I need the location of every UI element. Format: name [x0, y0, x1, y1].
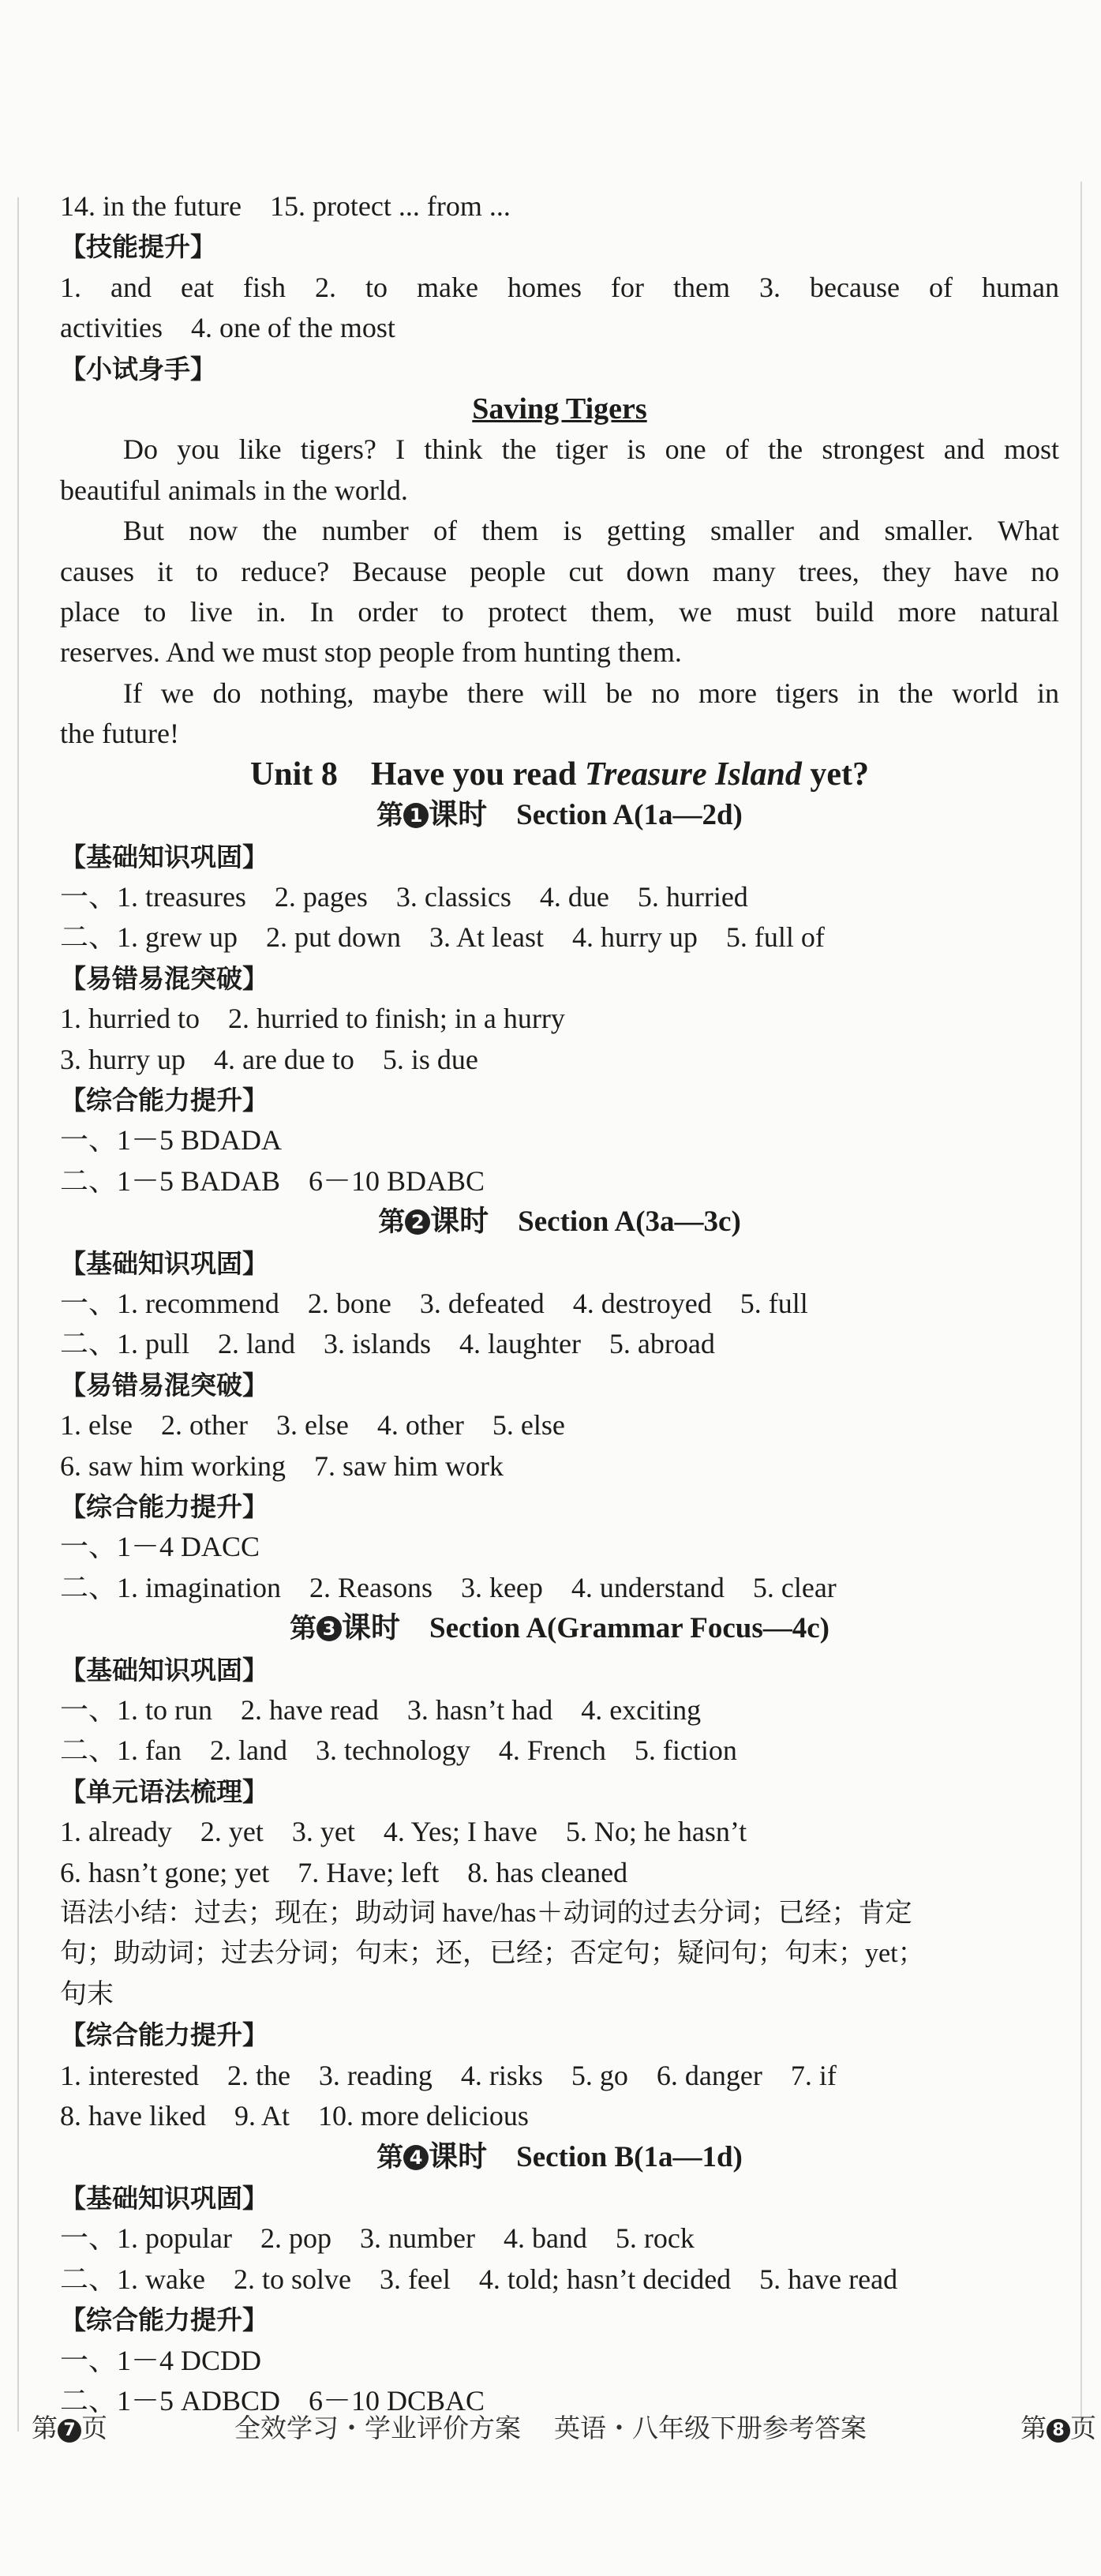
grammar-summary-line: 句；助动词；过去分词；句末；还，已经；否定句；疑问句；句末；yet；	[60, 1939, 925, 1969]
answer-line: 一、1. to run 2. have read 3. hasn’t had 4. exciting	[60, 1694, 702, 1727]
lesson-number-badge: 2	[405, 1209, 430, 1235]
lesson-label: 课时 Section A(3a—3c)	[430, 1206, 741, 1239]
lesson-heading	[60, 2137, 1059, 2178]
answer-page	[60, 186, 1059, 2421]
answer-line: 二、1－5 BADAB 6－10 BDABC	[60, 1164, 485, 1197]
lesson-heading	[60, 795, 1059, 836]
unit-title-suffix: yet?	[801, 756, 870, 793]
section-heading: 【小试身手】	[60, 353, 216, 384]
essay-line: the future!	[60, 718, 179, 750]
grammar-summary-line: 句末	[60, 1979, 114, 2009]
page-left-edge	[17, 197, 19, 2432]
answer-line: 8. have liked 9. At 10. more delicious	[60, 2100, 529, 2132]
lesson-number-badge: 4	[403, 2145, 429, 2170]
lesson-prefix: 第	[378, 1206, 406, 1239]
answer-line: 二、1. fan 2. land 3. technology 4. French 5. fiction	[60, 1734, 737, 1767]
essay-line: If we do nothing, maybe there will be no more tigers in the world in	[123, 677, 1059, 709]
essay-line: place to live in. In order to protect them, we must build more natural	[60, 596, 1059, 628]
lesson-number-badge: 1	[403, 803, 429, 828]
answer-line: 二、1. pull 2. land 3. islands 4. laughter 5. abroad	[60, 1328, 715, 1360]
answer-line: 1. hurried to 2. hurried to finish; in a hurry	[60, 1003, 565, 1035]
essay-line: causes it to reduce? Because people cut down many trees, they have no	[60, 555, 1059, 587]
answer-line: 一、1. popular 2. pop 3. number 4. band 5. rock	[60, 2222, 695, 2255]
lesson-label: 课时 Section A(1a—2d)	[429, 799, 743, 832]
lesson-prefix: 第	[290, 1613, 317, 1645]
essay-title: Saving Tigers	[472, 392, 647, 426]
page-number-right	[1020, 2408, 1096, 2445]
section-heading: 【单元语法梳理】	[60, 1775, 268, 1807]
answer-line: 1. else 2. other 3. else 4. other 5. else	[60, 1409, 565, 1442]
section-heading: 【技能提升】	[60, 231, 216, 263]
page-number-badge: 7	[58, 2419, 81, 2443]
lesson-heading	[60, 1202, 1059, 1243]
unit-title	[60, 755, 1059, 795]
page-right-edge	[1080, 182, 1082, 2432]
lesson-number-badge: 3	[316, 1616, 342, 1641]
answer-line: 1. interested 2. the 3. reading 4. risks 5. go 6. danger 7. if	[60, 2059, 837, 2091]
page-footer	[0, 2408, 1101, 2471]
essay-title-row	[60, 389, 1059, 429]
answer-line: 二、1. imagination 2. Reasons 3. keep 4. understand 5. clear	[60, 1571, 837, 1603]
answer-line: 一、1－4 DACC	[60, 1531, 260, 1563]
footer-title: 全效学习・学业评价方案 英语・八年级下册参考答案	[234, 2413, 867, 2443]
answer-line: 1. already 2. yet 3. yet 4. Yes; I have 5. No; he hasn’t	[60, 1816, 747, 1848]
page-number-badge: 8	[1047, 2419, 1070, 2443]
section-heading: 【综合能力提升】	[60, 2019, 268, 2051]
answer-line: 二、1. grew up 2. put down 3. At least 4. hurry up 5. full of	[60, 921, 825, 954]
answer-line: 1. and eat fish 2. to make homes for them 3. because of human	[60, 271, 1059, 303]
answer-line: 6. saw him working 7. saw him work	[60, 1449, 504, 1482]
section-heading: 【基础知识巩固】	[60, 2182, 268, 2214]
grammar-summary-line: 语法小结：过去；现在；助动词 have/has＋动词的过去分词；已经；肯定	[60, 1899, 912, 1929]
section-heading: 【易错易混突破】	[60, 1369, 268, 1400]
essay-line: Do you like tigers? I think the tiger is one of the strongest and most	[123, 433, 1059, 466]
page-right-suffix: 页	[1070, 2413, 1096, 2443]
page-left-suffix: 页	[81, 2413, 107, 2443]
section-heading: 【综合能力提升】	[60, 1084, 268, 1116]
answer-line: 二、1. wake 2. to solve 3. feel 4. told; hasn’t decided 5. have read	[60, 2263, 898, 2295]
essay-line: But now the number of them is getting smaller and smaller. What	[123, 515, 1059, 547]
answer-line: 14. in the future 15. protect ... from ...	[60, 190, 511, 222]
answer-line: 一、1. treasures 2. pages 3. classics 4. due 5. hurried	[60, 880, 748, 913]
section-heading: 【综合能力提升】	[60, 2304, 268, 2336]
lesson-label: 课时 Section A(Grammar Focus—4c)	[342, 1612, 829, 1645]
lesson-prefix: 第	[376, 800, 404, 832]
lesson-prefix: 第	[376, 2141, 404, 2173]
answer-line: 6. hasn’t gone; yet 7. Have; left 8. has cleaned	[60, 1856, 628, 1888]
section-heading: 【基础知识巩固】	[60, 841, 268, 872]
answer-line: 3. hurry up 4. are due to 5. is due	[60, 1043, 478, 1075]
answer-line: 一、1－4 DCDD	[60, 2344, 262, 2376]
answer-line: 一、1. recommend 2. bone 3. defeated 4. destroyed 5. full	[60, 1287, 808, 1319]
section-heading: 【综合能力提升】	[60, 1491, 268, 1522]
unit-title-book: Treasure Island	[584, 756, 802, 793]
lesson-label: 课时 Section B(1a—1d)	[429, 2140, 743, 2173]
unit-title-prefix: Unit 8 Have you read	[249, 756, 585, 793]
section-heading: 【易错易混突破】	[60, 962, 268, 994]
essay-line: beautiful animals in the world.	[60, 474, 408, 506]
lesson-heading	[60, 1608, 1059, 1649]
section-heading: 【基础知识巩固】	[60, 1247, 268, 1279]
section-heading: 【基础知识巩固】	[60, 1654, 268, 1685]
answer-line: activities 4. one of the most	[60, 312, 395, 344]
essay-line: reserves. And we must stop people from hunting them.	[60, 636, 682, 669]
answer-line: 一、1－5 BDADA	[60, 1124, 283, 1157]
answer-line: 二、1－5 ADBCD 6－10 DCBAC	[60, 2384, 485, 2417]
page-right-prefix: 第	[1020, 2413, 1047, 2443]
page-left-prefix: 第	[32, 2413, 58, 2443]
